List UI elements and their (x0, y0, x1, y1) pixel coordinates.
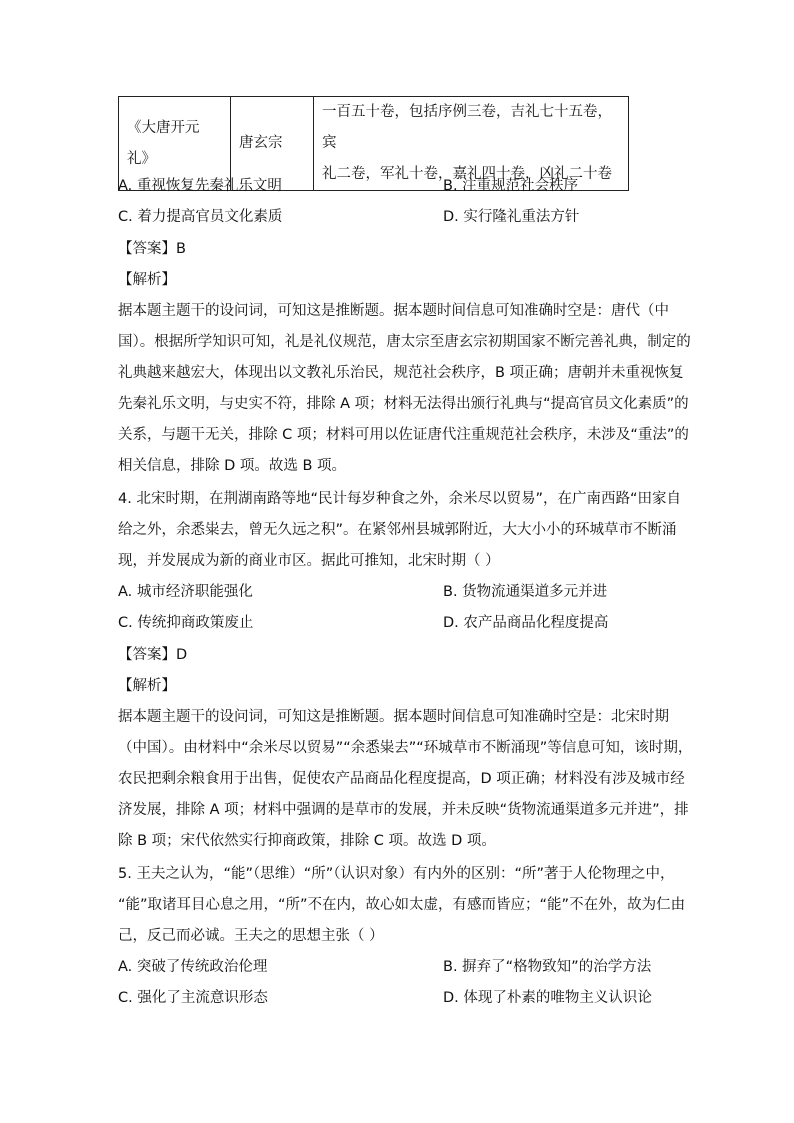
q5-stem-line: “能”取诸耳目心息之用，“所”不在内，故心如太虚，有感而皆应；“能”不在外，故为仁由 (118, 897, 686, 913)
q3-option-b: B. 注重规范社会秩序 (443, 178, 579, 194)
q4-stem-line: 给之外，余悉粜去，曾无久远之积”。在紧邻州县城郭附近，大大小小的环城草市不断涌 (118, 522, 677, 538)
q4-option-d: D. 农产品商品化程度提高 (443, 615, 609, 631)
q5-option-a: A. 突破了传统政治伦理 (118, 959, 268, 975)
q3-answer: 【答案】B (118, 241, 186, 257)
q3-analysis-line: 相关信息，排除 D 项。故选 B 项。 (118, 458, 347, 474)
q4-stem-line: 现，并发展成为新的商业市区。据此可推知，北宋时期（ ） (118, 553, 500, 569)
q4-analysis-line: 除 B 项；宋代依然实行抑商政策，排除 C 项。故选 D 项。 (118, 833, 496, 849)
q4-answer: 【答案】D (118, 647, 188, 663)
emperor-cell: 唐玄宗 (231, 97, 314, 191)
q3-analysis-line: 先秦礼乐文明，与史实不符，排除 A 项；材料无法得出颁行礼典与“提高官员文化素质”的 (118, 396, 689, 412)
q3-analysis-label: 【解析】 (118, 272, 176, 288)
q3-option-d: D. 实行隆礼重法方针 (443, 209, 580, 225)
q5-option-d: D. 体现了朴素的唯物主义认识论 (443, 990, 652, 1006)
q4-analysis-line: （中国）。由材料中“余米尽以贸易”“余悉粜去”“环城草市不断涌现”等信息可知，该时期， (118, 740, 693, 756)
q4-analysis-line: 济发展，排除 A 项；材料中强调的是草市的发展，并未反映“货物流通渠道多元并进”，排 (118, 802, 689, 818)
q3-analysis-line: 礼典越来越宏大，体现出以文教礼乐治民，规范社会秩序，B 项正确；唐朝并未重视恢复 (118, 365, 684, 381)
q3-option-c: C. 着力提高官员文化素质 (118, 209, 283, 225)
q3-option-a: A. 重视恢复先秦礼乐文明 (118, 178, 282, 194)
q5-stem-line: 己，反己而必诚。王夫之的思想主张（ ） (118, 928, 384, 944)
q3-analysis-line: 国）。根据所学知识可知，礼是礼仪规范，唐太宗至唐玄宗初期国家不断完善礼典，制定的 (118, 334, 691, 350)
q5-option-c: C. 强化了主流意识形态 (118, 990, 268, 1006)
content-line-2: 礼二卷，军礼十卷，嘉礼四十卷，凶礼二十卷 (322, 166, 612, 182)
q5-option-b: B. 摒弃了“格物致知”的治学方法 (443, 959, 652, 975)
q3-analysis-line: 关系，与题干无关，排除 C 项；材料可用以佐证唐代注重规范社会秩序，未涉及“重法”的 (118, 427, 689, 443)
q3-analysis-line: 据本题主题干的设问词，可知这是推断题。据本题时间信息可知准确时空是：唐代（中 (118, 303, 669, 319)
q4-option-b: B. 货物流通渠道多元并进 (443, 584, 608, 600)
q4-analysis-label: 【解析】 (118, 678, 176, 694)
q4-stem-line: 4. 北宋时期，在荆湖南路等地“民计每岁种食之外，余米尽以贸易”，在广南西路“田家自 (118, 491, 681, 507)
q4-option-a: A. 城市经济职能强化 (118, 584, 253, 600)
book-title-line-1: 《大唐开元 (127, 119, 200, 136)
content-line-1: 一百五十卷，包括序例三卷，吉礼七十五卷，宾 (322, 104, 612, 151)
q4-analysis-line: 农民把剩余粮食用于出售，促使农产品商品化程度提高，D 项正确；材料没有涉及城市经 (118, 771, 685, 787)
q5-stem-line: 5. 王夫之认为，“能”（思维）“所”（认识对象）有内外的区别：“所”著于人伦物理之中， (118, 866, 675, 882)
q4-analysis-line: 据本题主题干的设问词，可知这是推断题。据本题时间信息可知准确时空是：北宋时期 (118, 709, 669, 725)
book-title-line-2: 礼》 (127, 150, 156, 167)
q4-option-c: C. 传统抑商政策废止 (118, 615, 254, 631)
